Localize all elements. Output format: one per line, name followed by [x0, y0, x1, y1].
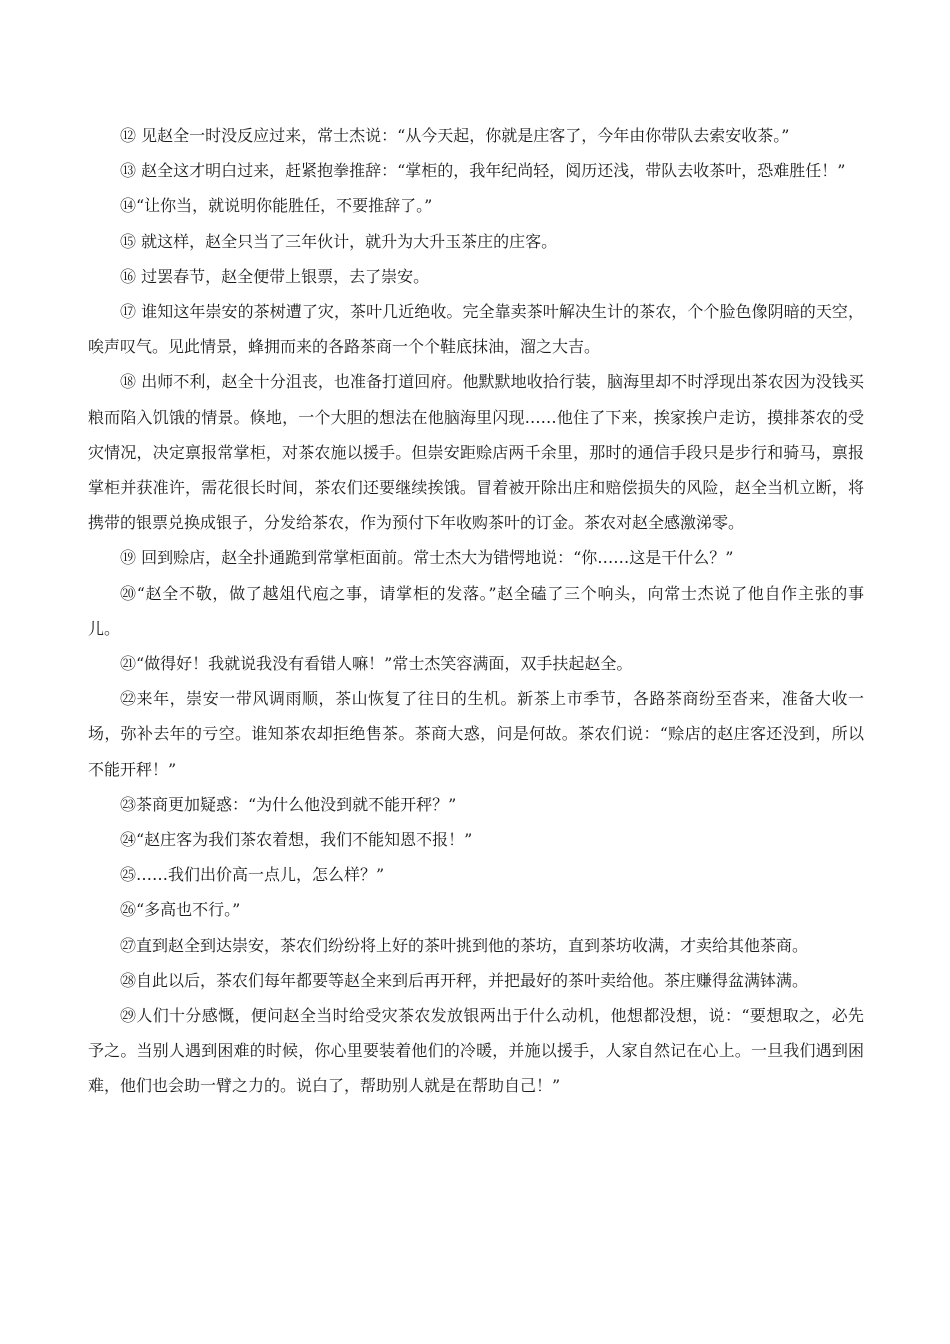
- paragraph-19: ⑲ 回到赊店，赵全扑通跪到常掌柜面前。常士杰大为错愕地说：“你……这是干什么？”: [120, 548, 734, 568]
- paragraph-22: ㉒来年，崇安一带风调雨顺，茶山恢复了往日的生机。新茶上市季节，各路茶商纷至沓来，准备大收一场，弥补去年的亏空。谁知茶农却拒绝售茶。茶商大惑，问是何故。茶农们说：“赊店的赵庄客还没到，所以不能开秤！”: [88, 689, 864, 779]
- paragraph-28: ㉘自此以后，茶农们每年都要等赵全来到后再开秤，并把最好的茶叶卖给他。茶庄赚得盆满钵满。: [120, 970, 809, 990]
- paragraph-14: ⑭“让你当，就说明你能胜任，不要推辞了。”: [120, 196, 433, 216]
- document-body: [88, 118, 864, 1104]
- paragraph-16: ⑯ 过罢春节，赵全便带上银票，去了崇安。: [120, 266, 430, 286]
- paragraph-20: ⑳“赵全不敬，做了越俎代庖之事，请掌柜的发落。”赵全磕了三个响头，向常士杰说了他自作主张的事儿。: [88, 583, 864, 638]
- paragraph-23: ㉓茶商更加疑惑：“为什么他没到就不能开秤？”: [120, 794, 457, 814]
- paragraph-15: ⑮ 就这样，赵全只当了三年伙计，就升为大升玉茶庄的庄客。: [120, 231, 558, 251]
- paragraph-24: ㉔“赵庄客为我们茶农着想，我们不能知恩不报！”: [120, 830, 473, 850]
- paragraph-29: ㉙人们十分感慨，便问赵全当时给受灾茶农发放银两出于什么动机，他想都没想，说：“要想取之，必先予之。当别人遇到困难的时候，你心里要装着他们的冷暖，并施以援手，人家自然记在心上。一旦我们遇到困难，他们也会助一臂之力的。说白了，帮助别人就是在帮助自己！”: [88, 1006, 864, 1096]
- paragraph-17: ⑰ 谁知这年崇安的茶树遭了灾，茶叶几近绝收。完全靠卖茶叶解决生计的茶农，个个脸色像阴暗的天空，唉声叹气。见此情景，蜂拥而来的各路茶商一个个鞋底抹油，溜之大吉。: [88, 302, 864, 357]
- paragraph-26: ㉖“多高也不行。”: [120, 900, 241, 920]
- paragraph-13: ⑬ 赵全这才明白过来，赶紧抱拳推辞：“掌柜的，我年纪尚轻，阅历还浅，带队去收茶叶，恐难胜任！”: [120, 161, 846, 181]
- paragraph-21: ㉑“做得好！我就说我没有看错人嘛！”常士杰笑容满面，双手扶起赵全。: [120, 654, 633, 674]
- paragraph-27: ㉗直到赵全到达崇安，茶农们纷纷将上好的茶叶挑到他的茶坊，直到茶坊收满，才卖给其他茶商。: [120, 935, 809, 955]
- paragraph-12: ⑫ 见赵全一时没反应过来，常士杰说：“从今天起，你就是庄客了，今年由你带队去索安收茶。”: [120, 126, 790, 145]
- paragraph-25: ㉕……我们出价高一点儿，怎么样？”: [120, 865, 385, 885]
- paragraph-18: ⑱ 出师不利，赵全十分沮丧，也准备打道回府。他默默地收拾行装，脑海里却不时浮现出茶农因为没钱买粮而陷入饥饿的情景。倏地，一个大胆的想法在他脑海里闪现……他住了下来，挨家挨户走访，摸排茶农的受灾情况，决定禀报常掌柜，对茶农施以援手。但崇安距赊店两千余里，那时的通信手段只是步行和骑马，禀报掌柜并获准许，需花很长时间，茶农们还要继续挨饿。冒着被开除出庄和赔偿损失的风险，赵全当机立断，将携带的银票兑换成银子，分发给茶农，作为预付下年收购茶叶的订金。茶农对赵全感激涕零。: [88, 372, 864, 533]
